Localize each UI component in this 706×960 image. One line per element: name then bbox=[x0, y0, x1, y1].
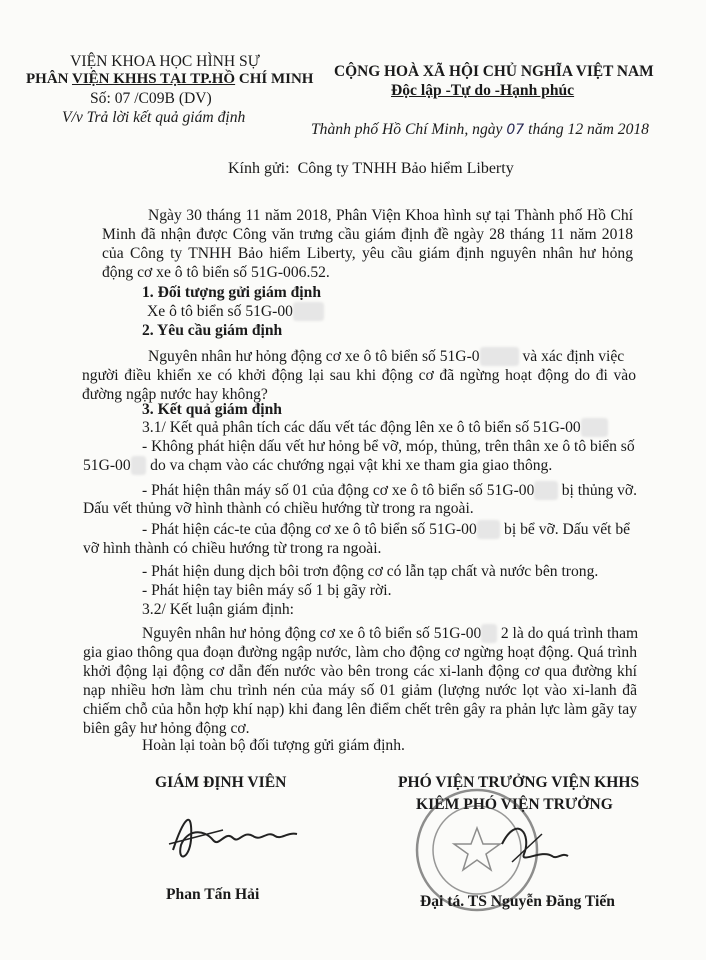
org-line2 bbox=[26, 70, 313, 89]
recipient-name: Công ty TNHH Bảo hiểm Liberty bbox=[297, 160, 514, 177]
right-signer-name: Đại tá. TS Nguyễn Đăng Tiến bbox=[420, 893, 615, 910]
org-line2-underlined: VIỆN KHHS TẠI TP.HỒ bbox=[71, 71, 236, 87]
section1-heading: 1. Đối tượng gửi giám định bbox=[142, 284, 321, 301]
doc-subject: V/v Trả lời kết quả giám định bbox=[62, 109, 246, 126]
section1-text bbox=[147, 302, 324, 321]
conclusion-line1-tail: 2 là do quá trình tham bbox=[500, 625, 639, 642]
conclusion-line1 bbox=[142, 624, 638, 643]
section2-text-a: Nguyên nhân hư hỏng động cơ xe ô tô biển số 51G-0 bbox=[148, 348, 480, 365]
nation-title: CỘNG HOÀ XÃ HỘI CHỦ NGHĨA VIỆT NAM bbox=[334, 63, 654, 80]
result-item-1b-text: do va chạm vào các chướng ngại vật khi xe tham gia giao thông. bbox=[150, 457, 553, 474]
result-item-3a-tail: bị bể vỡ. Dấu vết bể bbox=[504, 521, 631, 538]
result-item-2b: Dấu vết thủng vỡ hình thành có chiều hướng từ trong ra ngoài. bbox=[83, 500, 474, 517]
redacted-plate bbox=[581, 418, 608, 437]
result-3-1-text: 3.1/ Kết quả phân tích các dấu vết tác động lên xe ô tô biển số 51G-00 bbox=[142, 419, 581, 436]
section3-heading: 3. Kết quả giám định bbox=[142, 401, 282, 418]
date-rest: tháng 12 năm 2018 bbox=[528, 121, 649, 138]
redacted-plate bbox=[477, 520, 500, 539]
org-line1: VIỆN KHOA HỌC HÌNH SỰ bbox=[70, 53, 260, 70]
conclusion-line1-text: Nguyên nhân hư hỏng động cơ xe ô tô biển số 51G-00 bbox=[142, 625, 482, 642]
result-item-1b bbox=[83, 456, 552, 475]
doc-number: Số: 07 /C09B (DV) bbox=[90, 90, 212, 107]
recipient-label: Kính gửi: bbox=[228, 160, 290, 177]
section2-line1 bbox=[148, 347, 624, 366]
conclusion-body: gia giao thông qua đoạn đường ngập nước, làm cho động cơ ngừng hoạt động. Quá trình khởi động lại động cơ dẫn đến nước vào bên trong các xi-lanh động cơ qua đường khí nạp nhiều hơn làm chu trình nén của máy số 01 giảm (lượng nước lọt vào xi-lanh đã chiếm chỗ của hỗn hợp khí nạp) khi đang lên điểm chết trên gây ra phản lực làm gãy tay biên gây hư hỏng động cơ. bbox=[83, 644, 637, 737]
section2-heading: 2. Yêu cầu giám định bbox=[142, 322, 283, 339]
return-note: Hoàn lại toàn bộ đối tượng gửi giám định. bbox=[142, 737, 405, 754]
result-item-2a-text: - Phát hiện thân máy số 01 của động cơ xe ô tô biển số 51G-00 bbox=[142, 482, 535, 499]
vehicle-plate-partial: Xe ô tô biển số 51G-00 bbox=[147, 303, 293, 320]
result-item-2a bbox=[142, 481, 637, 500]
org-line2-suffix: CHÍ MINH bbox=[235, 71, 314, 87]
document-date bbox=[311, 120, 649, 140]
left-signature-image bbox=[163, 800, 313, 870]
intro-paragraph: Ngày 30 tháng 11 năm 2018, Phân Viện Khoa hình sự tại Thành phố Hồ Chí Minh đã nhận được Công văn trưng cầu giám định đề ngày 28 tháng 11 năm 2018 của Công ty TNHH Bảo hiểm Liberty, yêu cầu giám định nguyên nhân hư hỏng động cơ xe ô tô biển số 51G-006.52. bbox=[102, 207, 633, 281]
date-day: 07 bbox=[506, 122, 525, 138]
result-item-5: - Phát hiện tay biên máy số 1 bị gãy rời. bbox=[142, 582, 392, 599]
section2-line2: người điều khiển xe có khởi động lại sau khi động cơ đã ngừng hoạt động do đi vào đường ngập nước hay không? bbox=[82, 367, 636, 403]
redacted-plate bbox=[481, 624, 497, 643]
motto: Độc lập -Tự do -Hạnh phúc bbox=[391, 82, 575, 99]
result-item-4: - Phát hiện dung dịch bôi trơn động cơ có lẫn tạp chất và nước bên trong. bbox=[142, 563, 599, 580]
org-line2-prefix: PHÂN bbox=[26, 71, 72, 87]
result-3-1 bbox=[142, 418, 608, 437]
plate-prefix: 51G-00 bbox=[83, 457, 131, 474]
result-item-3b: vỡ hình thành có chiều hướng từ trong ra ngoài. bbox=[83, 540, 382, 557]
redacted-plate bbox=[131, 456, 147, 475]
recipient bbox=[228, 159, 514, 178]
section2-text-b: và xác định việc bbox=[522, 348, 625, 365]
left-signer-name: Phan Tấn Hải bbox=[166, 886, 260, 903]
conclusion-heading: 3.2/ Kết luận giám định: bbox=[142, 601, 295, 618]
result-item-1a: - Không phát hiện dấu vết hư hỏng bể vỡ, móp, thủng, trên thân xe ô tô biển số bbox=[142, 438, 635, 455]
redacted-plate bbox=[480, 347, 519, 366]
result-item-3a-text: - Phát hiện các-te của động cơ xe ô tô biển số 51G-00 bbox=[142, 521, 477, 538]
redacted-plate bbox=[293, 302, 324, 321]
redacted-plate bbox=[534, 481, 557, 500]
left-signature-title: GIÁM ĐỊNH VIÊN bbox=[155, 774, 287, 791]
result-item-2a-tail: bị thủng vỡ. bbox=[561, 482, 638, 499]
result-item-3a bbox=[142, 520, 630, 539]
right-signature-title1: PHÓ VIỆN TRƯỞNG VIỆN KHHS bbox=[398, 774, 640, 791]
date-prefix: Thành phố Hồ Chí Minh, ngày bbox=[311, 121, 503, 138]
right-signature-title2: KIÊM PHÓ VIỆN TRƯỞNG bbox=[416, 796, 613, 813]
